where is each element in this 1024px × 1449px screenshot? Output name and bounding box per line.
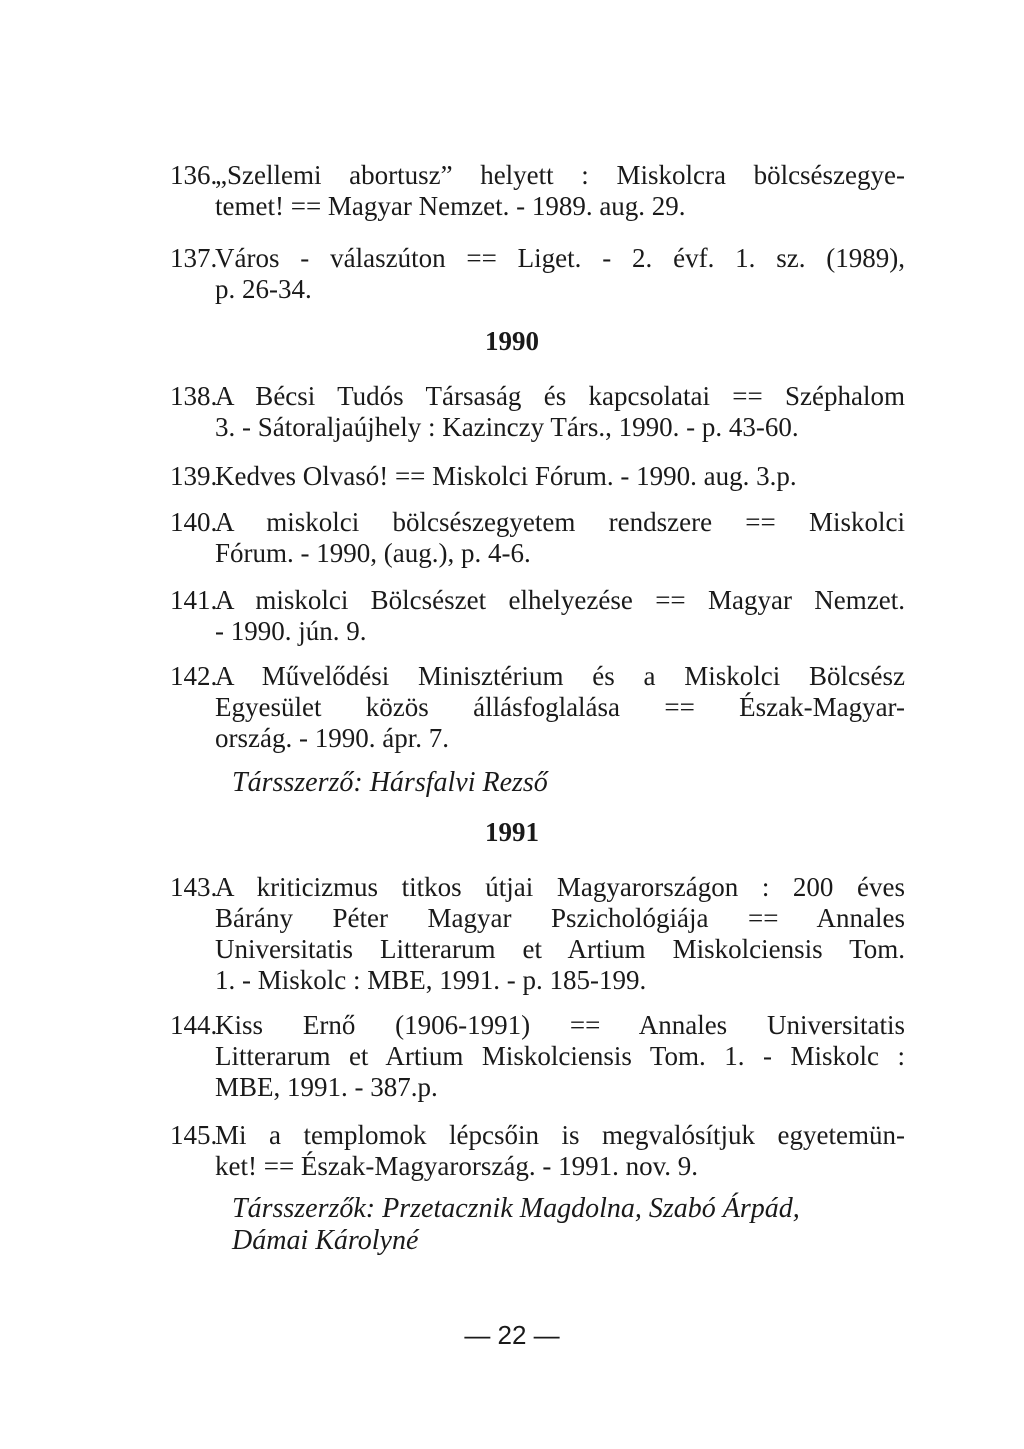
entry-text: [215, 872, 905, 996]
entry-number: 143.: [170, 872, 218, 902]
page-number: — 22 —: [464, 1320, 560, 1350]
entry-text: [215, 661, 905, 754]
entry-line: Város - válaszúton == Liget. - 2. évf. 1. sz. (1989),: [215, 243, 905, 273]
entry-line: MBE, 1991. - 387.p.: [215, 1072, 438, 1102]
entry-line: ország. - 1990. ápr. 7.: [215, 723, 449, 753]
entry-number: 136.: [170, 160, 218, 190]
entry-line: Bárány Péter Magyar Pszichológiája == Annales: [215, 903, 905, 933]
entry-line: A miskolci bölcsészegyetem rendszere == Miskolci: [215, 507, 905, 537]
year-heading-1990: 1990: [485, 326, 539, 356]
entry-number: 142.: [170, 661, 218, 691]
entry-text: [215, 243, 905, 305]
entry-text: [215, 160, 905, 222]
entry-number: 137.: [170, 243, 218, 273]
entry-line: A Művelődési Minisztérium és a Miskolci Bölcsész: [215, 661, 905, 691]
entry-line: A miskolci Bölcsészet elhelyezése == Magyar Nemzet.: [215, 585, 905, 615]
entry-line: Kedves Olvasó! == Miskolci Fórum. - 1990. aug. 3.p.: [215, 461, 797, 491]
entry-line: - 1990. jún. 9.: [215, 616, 367, 646]
entry-line: Egyesület közös állásfoglalása == Észak-Magyar-: [215, 692, 905, 722]
entry-line: 1. - Miskolc : MBE, 1991. - p. 185-199.: [215, 965, 647, 995]
entry-number: 141.: [170, 585, 218, 615]
entry-line: Litterarum et Artium Miskolciensis Tom. 1. - Miskolc :: [215, 1041, 905, 1071]
entry-line: p. 26-34.: [215, 274, 312, 304]
entry-text: [215, 507, 905, 569]
entry-text: [215, 381, 905, 443]
entry-line: „Szellemi abortusz” helyett : Miskolcra bölcsészegye-: [215, 160, 905, 190]
entry-line: temet! == Magyar Nemzet. - 1989. aug. 29.: [215, 191, 686, 221]
entry-text: [215, 461, 905, 492]
entry-line: 3. - Sátoraljaújhely : Kazinczy Társ., 1990. - p. 43-60.: [215, 412, 799, 442]
entry-text: [215, 585, 905, 647]
entry-line: Mi a templomok lépcsőin is megvalósítjuk egyetemün-: [215, 1120, 905, 1150]
coauthor-line: Dámai Károlyné: [232, 1225, 419, 1256]
entry-number: 139.: [170, 461, 218, 491]
entry-number: 145.: [170, 1120, 218, 1150]
coauthor-note-142: Társszerző: Hársfalvi Rezső: [232, 767, 548, 798]
entry-line: A Bécsi Tudós Társaság és kapcsolatai == Széphalom: [215, 381, 905, 411]
entry-text: [215, 1010, 905, 1103]
coauthor-line: Társszerzők: Przetacznik Magdolna, Szabó Árpád,: [232, 1193, 800, 1224]
entry-line: ket! == Észak-Magyarország. - 1991. nov. 9.: [215, 1151, 699, 1181]
coauthor-note-145: [232, 1193, 800, 1257]
entry-number: 140.: [170, 507, 218, 537]
entry-line: Fórum. - 1990, (aug.), p. 4-6.: [215, 538, 531, 568]
entry-line: A kriticizmus titkos útjai Magyarországon : 200 éves: [215, 872, 905, 902]
entry-line: Universitatis Litterarum et Artium Miskolciensis Tom.: [215, 934, 905, 964]
year-heading-1991: 1991: [485, 817, 539, 847]
entry-line: Kiss Ernő (1906-1991) == Annales Universitatis: [215, 1010, 905, 1040]
entry-text: [215, 1120, 905, 1182]
entry-number: 138.: [170, 381, 218, 411]
entry-number: 144.: [170, 1010, 218, 1040]
